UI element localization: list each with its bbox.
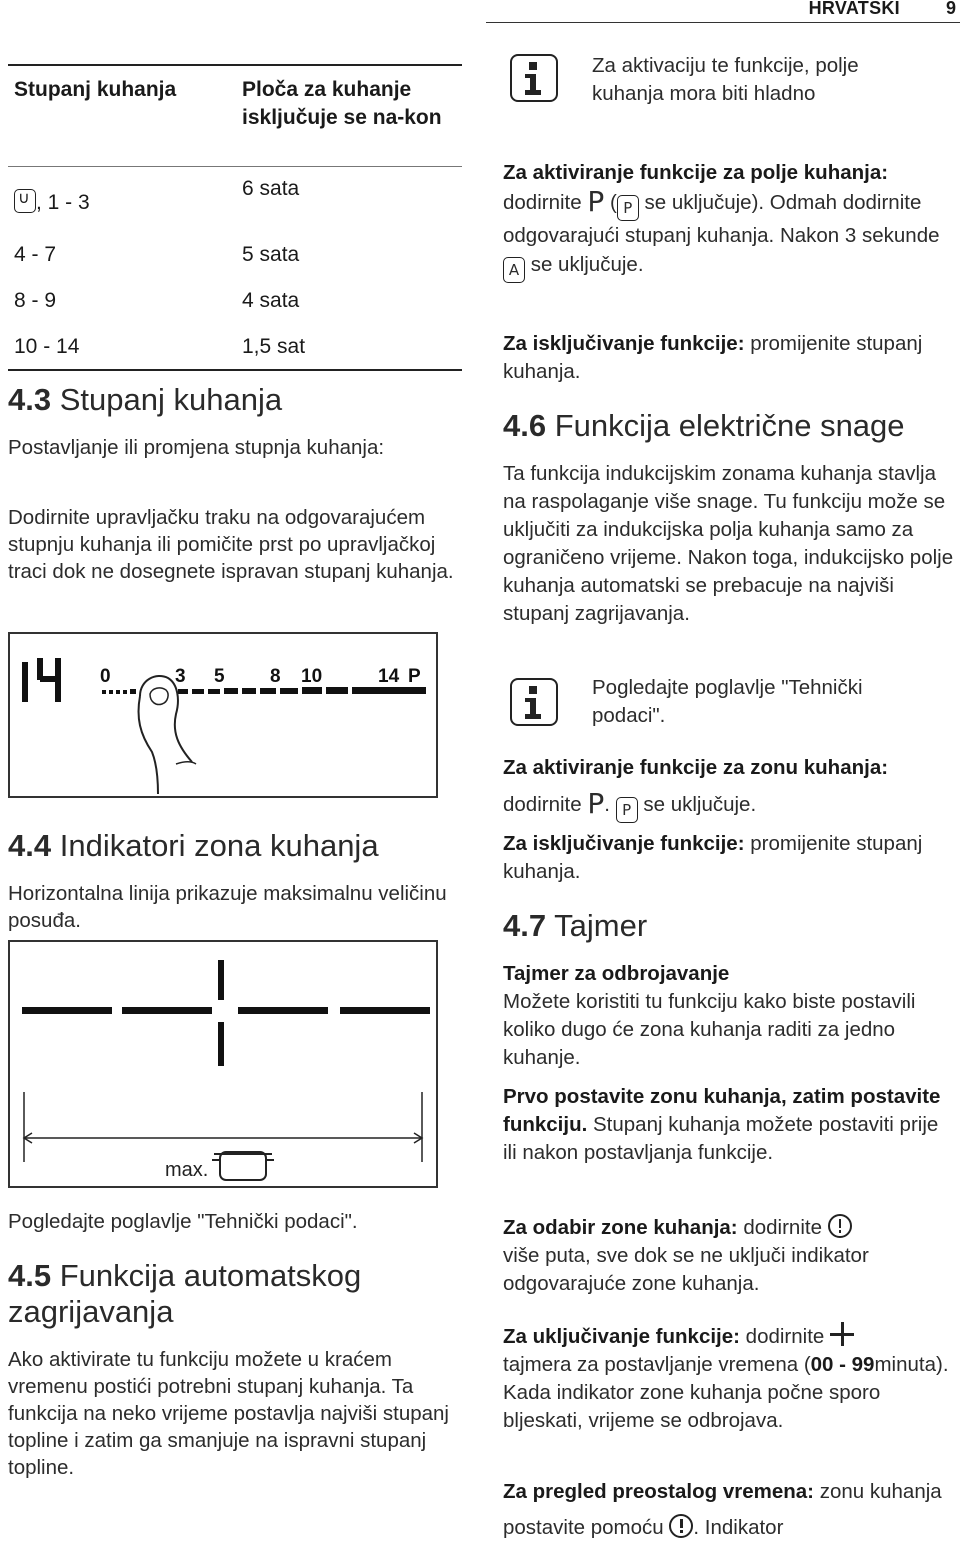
s46-body: Ta funkcija indukcijskim zonama kuhanja stavlja na raspolaganje više snage. Tu funkciju može se uključiti za indukcijska polja kuhanja samo za ograničeno vrijeme. Nakon toga, indukcijsko polje kuhanja automatski se prebacuje na najviši stupanj zagrijavanja. xyxy=(503,462,954,625)
plus-icon xyxy=(830,1322,854,1346)
section-title-4-3: 4.3 Stupanj kuhanja xyxy=(8,382,283,417)
table-row xyxy=(8,231,462,277)
section-title-4-6: 4.6 Funkcija električne snage xyxy=(503,408,905,443)
p-display-icon: P xyxy=(616,797,638,823)
col-header-off-after: Ploča za kuhanje isključuje se na-kon xyxy=(242,78,442,129)
off-after-cell: 6 sata xyxy=(242,177,300,200)
s45-body: Ako aktivirate tu funkciju možete u kraćem vremenu postići potrebni stupanj kuhanja. Ta funkcija na neko vrijeme postavlja najviši stupanj topline i zatim ga smanjuje na ispravni stupanj topline. xyxy=(8,1348,449,1479)
col-header-level: Stupanj kuhanja xyxy=(14,78,177,101)
scale-label: 14 xyxy=(378,666,400,687)
table-row xyxy=(8,323,462,369)
scale-label: 8 xyxy=(270,666,281,687)
control-strip-illustration xyxy=(10,634,436,796)
level-cell: , 1 - 3 xyxy=(36,191,90,214)
table-bottom-rule xyxy=(8,369,462,371)
scale-label: 3 xyxy=(175,666,186,687)
note-cold-zone: Za aktivaciju te funkcije, polje kuhanja mora biti hladno xyxy=(592,54,859,105)
off-after-cell: 4 sata xyxy=(242,289,300,312)
level-cell: 4 - 7 xyxy=(14,243,57,266)
s43-body: Dodirnite upravljačku traku na odgovarajućem stupnju kuhanja ili pomičite prst po upravljačkoj traci dok ne dosegnete ispravan stupanj kuhanja. xyxy=(8,506,454,583)
table-row xyxy=(8,277,462,323)
a-display-icon: A xyxy=(503,257,525,283)
s46-note: Pogledajte poglavlje "Tehnički podaci". xyxy=(592,676,863,727)
scale-label: 5 xyxy=(214,666,225,687)
display-digits xyxy=(22,658,61,702)
s46-activate-instructions: Za aktiviranje funkcije za zonu kuhanja: dodirnite P. P se uključuje. xyxy=(503,750,953,823)
pot-icon xyxy=(212,1152,274,1180)
s44-body: Horizontalna linija prikazuje maksimalnu veličinu posuđa. xyxy=(8,882,447,932)
off-after-cell: 5 sata xyxy=(242,243,300,266)
power-p-icon: P xyxy=(587,185,605,218)
keep-warm-icon xyxy=(14,189,36,213)
slider-figure xyxy=(8,632,438,798)
scale-label: 10 xyxy=(301,666,323,687)
zone-indicator-figure xyxy=(8,940,438,1188)
p-display-icon: P xyxy=(617,195,639,221)
zone-indicator-segments xyxy=(22,960,430,1066)
s47-activate: Za uključivanje funkcije: dodirnite tajmera za postavljanje vremena (00 - 99minuta). Kada indikator zone kuhanja počne sporo bljeskati, vrijeme se odbrojava. xyxy=(503,1322,955,1435)
section-title-4-7: 4.7 Tajmer xyxy=(503,908,648,943)
s47-remaining-time: Za pregled preostalog vremena: zonu kuhanja postavite pomoću . Indikator xyxy=(503,1480,942,1539)
page-number: 9 xyxy=(945,0,956,18)
scale-label: P xyxy=(408,666,421,687)
page-header xyxy=(0,0,960,24)
info-icon xyxy=(510,678,558,726)
s46-deactivate-instructions: Za isključivanje funkcije: promijenite stupanj kuhanja. xyxy=(503,832,923,883)
zone-indicator-illustration xyxy=(10,942,436,1186)
info-icon xyxy=(510,54,558,102)
s47-select-zone: Za odabir zone kuhanja: dodirnite više puta, sve dok se ne uključi indikator odgovarajuće zone kuhanja. xyxy=(503,1216,869,1295)
timer-icon xyxy=(828,1214,852,1238)
s43-intro: Postavljanje ili promjena stupnja kuhanja: xyxy=(8,436,385,459)
table-row xyxy=(8,167,462,231)
s47-setup: Prvo postavite zonu kuhanja, zatim postavite funkciju. Stupanj kuhanja možete postaviti prije ili nakon postavljanja funkcije. xyxy=(503,1085,941,1164)
s47-intro: Tajmer za odbrojavanje Možete koristiti tu funkciju kako biste postavili koliko dugo će zona kuhanja raditi za jedno kuhanje. xyxy=(503,962,916,1069)
shutoff-table xyxy=(8,64,462,371)
scale-label: 0 xyxy=(100,666,111,687)
power-p-icon: P xyxy=(587,787,605,820)
section-title-4-5: 4.5 Funkcija automatskog zagrijavanja xyxy=(8,1258,362,1329)
header-rule xyxy=(486,22,960,23)
s45-activate-instructions: Za aktiviranje funkcije za polje kuhanja: dodirnite P ( P se uključuje). Odmah dodirnite odgovarajući stupanj kuhanja. Nakon 3 sekunde A se uključuje. xyxy=(503,158,953,283)
max-size-arrow xyxy=(24,1092,422,1162)
off-after-cell: 1,5 sat xyxy=(242,335,306,358)
language-label: HRVATSKI xyxy=(808,0,900,18)
level-cell: 8 - 9 xyxy=(14,289,57,312)
table-header-row xyxy=(8,66,462,166)
level-cell: 10 - 14 xyxy=(14,335,80,358)
section-title-4-4: 4.4 Indikatori zona kuhanja xyxy=(8,828,379,863)
timer-icon xyxy=(669,1514,693,1538)
max-label: max. xyxy=(165,1159,209,1181)
s45-deactivate-instructions: Za isključivanje funkcije: promijenite stupanj kuhanja. xyxy=(503,332,923,383)
s44-note: Pogledajte poglavlje "Tehnički podaci". xyxy=(8,1210,358,1233)
